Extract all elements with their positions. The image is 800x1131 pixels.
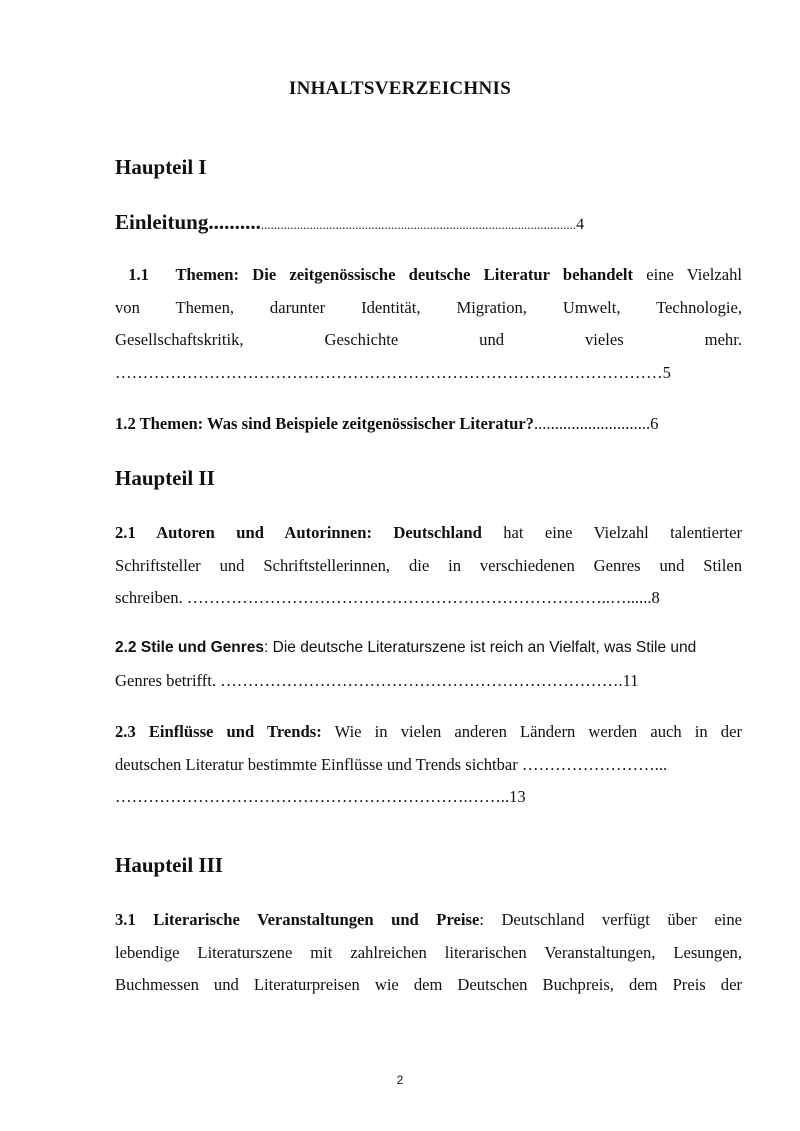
part-heading-2: Haupteil II [115, 466, 215, 490]
entry-1-1-line-3: Gesellschaftskritik, Geschichte und vieles mehr. [115, 330, 742, 349]
part-heading-3: Haupteil III [115, 853, 223, 877]
entry-2-2-text: : Die deutsche Literaturszene ist reich an Vielfalt, was Stile und [264, 639, 697, 656]
part-heading-1: Haupteil I [115, 155, 207, 179]
entry-2-1-line-2: Schriftsteller und Schriftstellerinnen, die in verschiedenen Genres und Stilen [115, 555, 742, 575]
entry-1-2-page: 6 [650, 414, 659, 433]
einleitung-dots-bold: .......... [208, 210, 261, 234]
entry-2-3-line-3 [115, 781, 742, 814]
entry-2-3-line-1 [115, 716, 742, 749]
entry-2-1-heading: 2.1 Autoren und Autorinnen: Deutschland [115, 523, 482, 542]
entry-3-1-line-1 [115, 904, 742, 937]
entry-2-3-dots: ……………………………………………………….…….. [115, 787, 510, 806]
toc-entry-1-2[interactable] [115, 408, 742, 441]
entry-1-1-line-4 [115, 357, 742, 390]
einleitung-label: Einleitung [115, 210, 209, 234]
entry-2-3-page: 13 [509, 787, 526, 806]
page-number: 2 [396, 1073, 404, 1087]
toc-entry-1-1[interactable] [115, 259, 742, 389]
toc-entry-2-1[interactable] [115, 517, 742, 615]
entry-1-1-heading: Themen: Die zeitgenössische deutsche Literatur behandelt [175, 265, 633, 284]
entry-2-2-heading: 2.2 Stile und Genres [115, 639, 265, 656]
entry-2-3-text: Wie in vielen anderen Ländern werden auch in der [334, 722, 742, 741]
entry-2-1-line-1 [115, 517, 742, 550]
entry-1-1-page: 5 [662, 362, 671, 382]
entry-3-1-line-3: Buchmessen und Literaturpreisen wie dem Deutschen Buchpreis, dem Preis der [115, 975, 742, 994]
entry-1-2-dots: ............................ [533, 414, 651, 433]
entry-2-2-page: 11 [622, 670, 639, 690]
entry-2-3-line-2: deutschen Literatur bestimmte Einflüsse und Trends sichtbar ……………………... [115, 754, 668, 774]
entry-2-1-line-3 [115, 582, 742, 615]
entry-2-3-heading: 2.3 Einflüsse und Trends: [115, 722, 322, 741]
entry-1-1-text: eine Vielzahl [646, 265, 743, 284]
page-title: INHALTSVERZEICHNIS [288, 78, 512, 99]
entry-1-2-line-1 [115, 408, 742, 441]
toc-entry-2-2[interactable] [115, 632, 742, 697]
entry-1-2-heading: 1.2 Themen: Was sind Beispiele zeitgenössischer Literatur? [115, 414, 534, 433]
toc-entry-3-1[interactable] [115, 904, 742, 1002]
einleitung-dots: ................................................................................................. [260, 217, 577, 232]
entry-2-2-dots: Genres betrifft. ………………………………………………………………. [115, 670, 623, 690]
entry-1-1-dots: ……………………………………………………………………………………… [115, 362, 663, 382]
entry-2-2-line-1 [115, 632, 742, 665]
entry-2-1-dots: schreiben. …………………………………………………………………..…...... [115, 588, 652, 607]
toc-entry-2-3[interactable] [115, 716, 742, 814]
entry-3-1-line-2: lebendige Literaturszene mit zahlreichen literarischen Veranstaltungen, Lesungen, [115, 942, 742, 962]
entry-3-1-text: : Deutschland verfügt über eine [479, 910, 742, 929]
entry-1-1-number: 1.1 [128, 265, 149, 284]
entry-1-1-line-2: von Themen, darunter Identität, Migration, Umwelt, Technologie, [115, 297, 742, 317]
einleitung-page: 4 [576, 216, 585, 233]
entry-3-1-heading: 3.1 Literarische Veranstaltungen und Preise [115, 910, 480, 929]
toc-entry-einleitung[interactable] [115, 210, 725, 235]
entry-2-1-page: 8 [651, 588, 660, 607]
entry-2-1-text: hat eine Vielzahl talentierter [503, 523, 743, 542]
entry-1-1-line-1 [115, 259, 742, 292]
entry-2-2-line-2 [115, 665, 742, 698]
